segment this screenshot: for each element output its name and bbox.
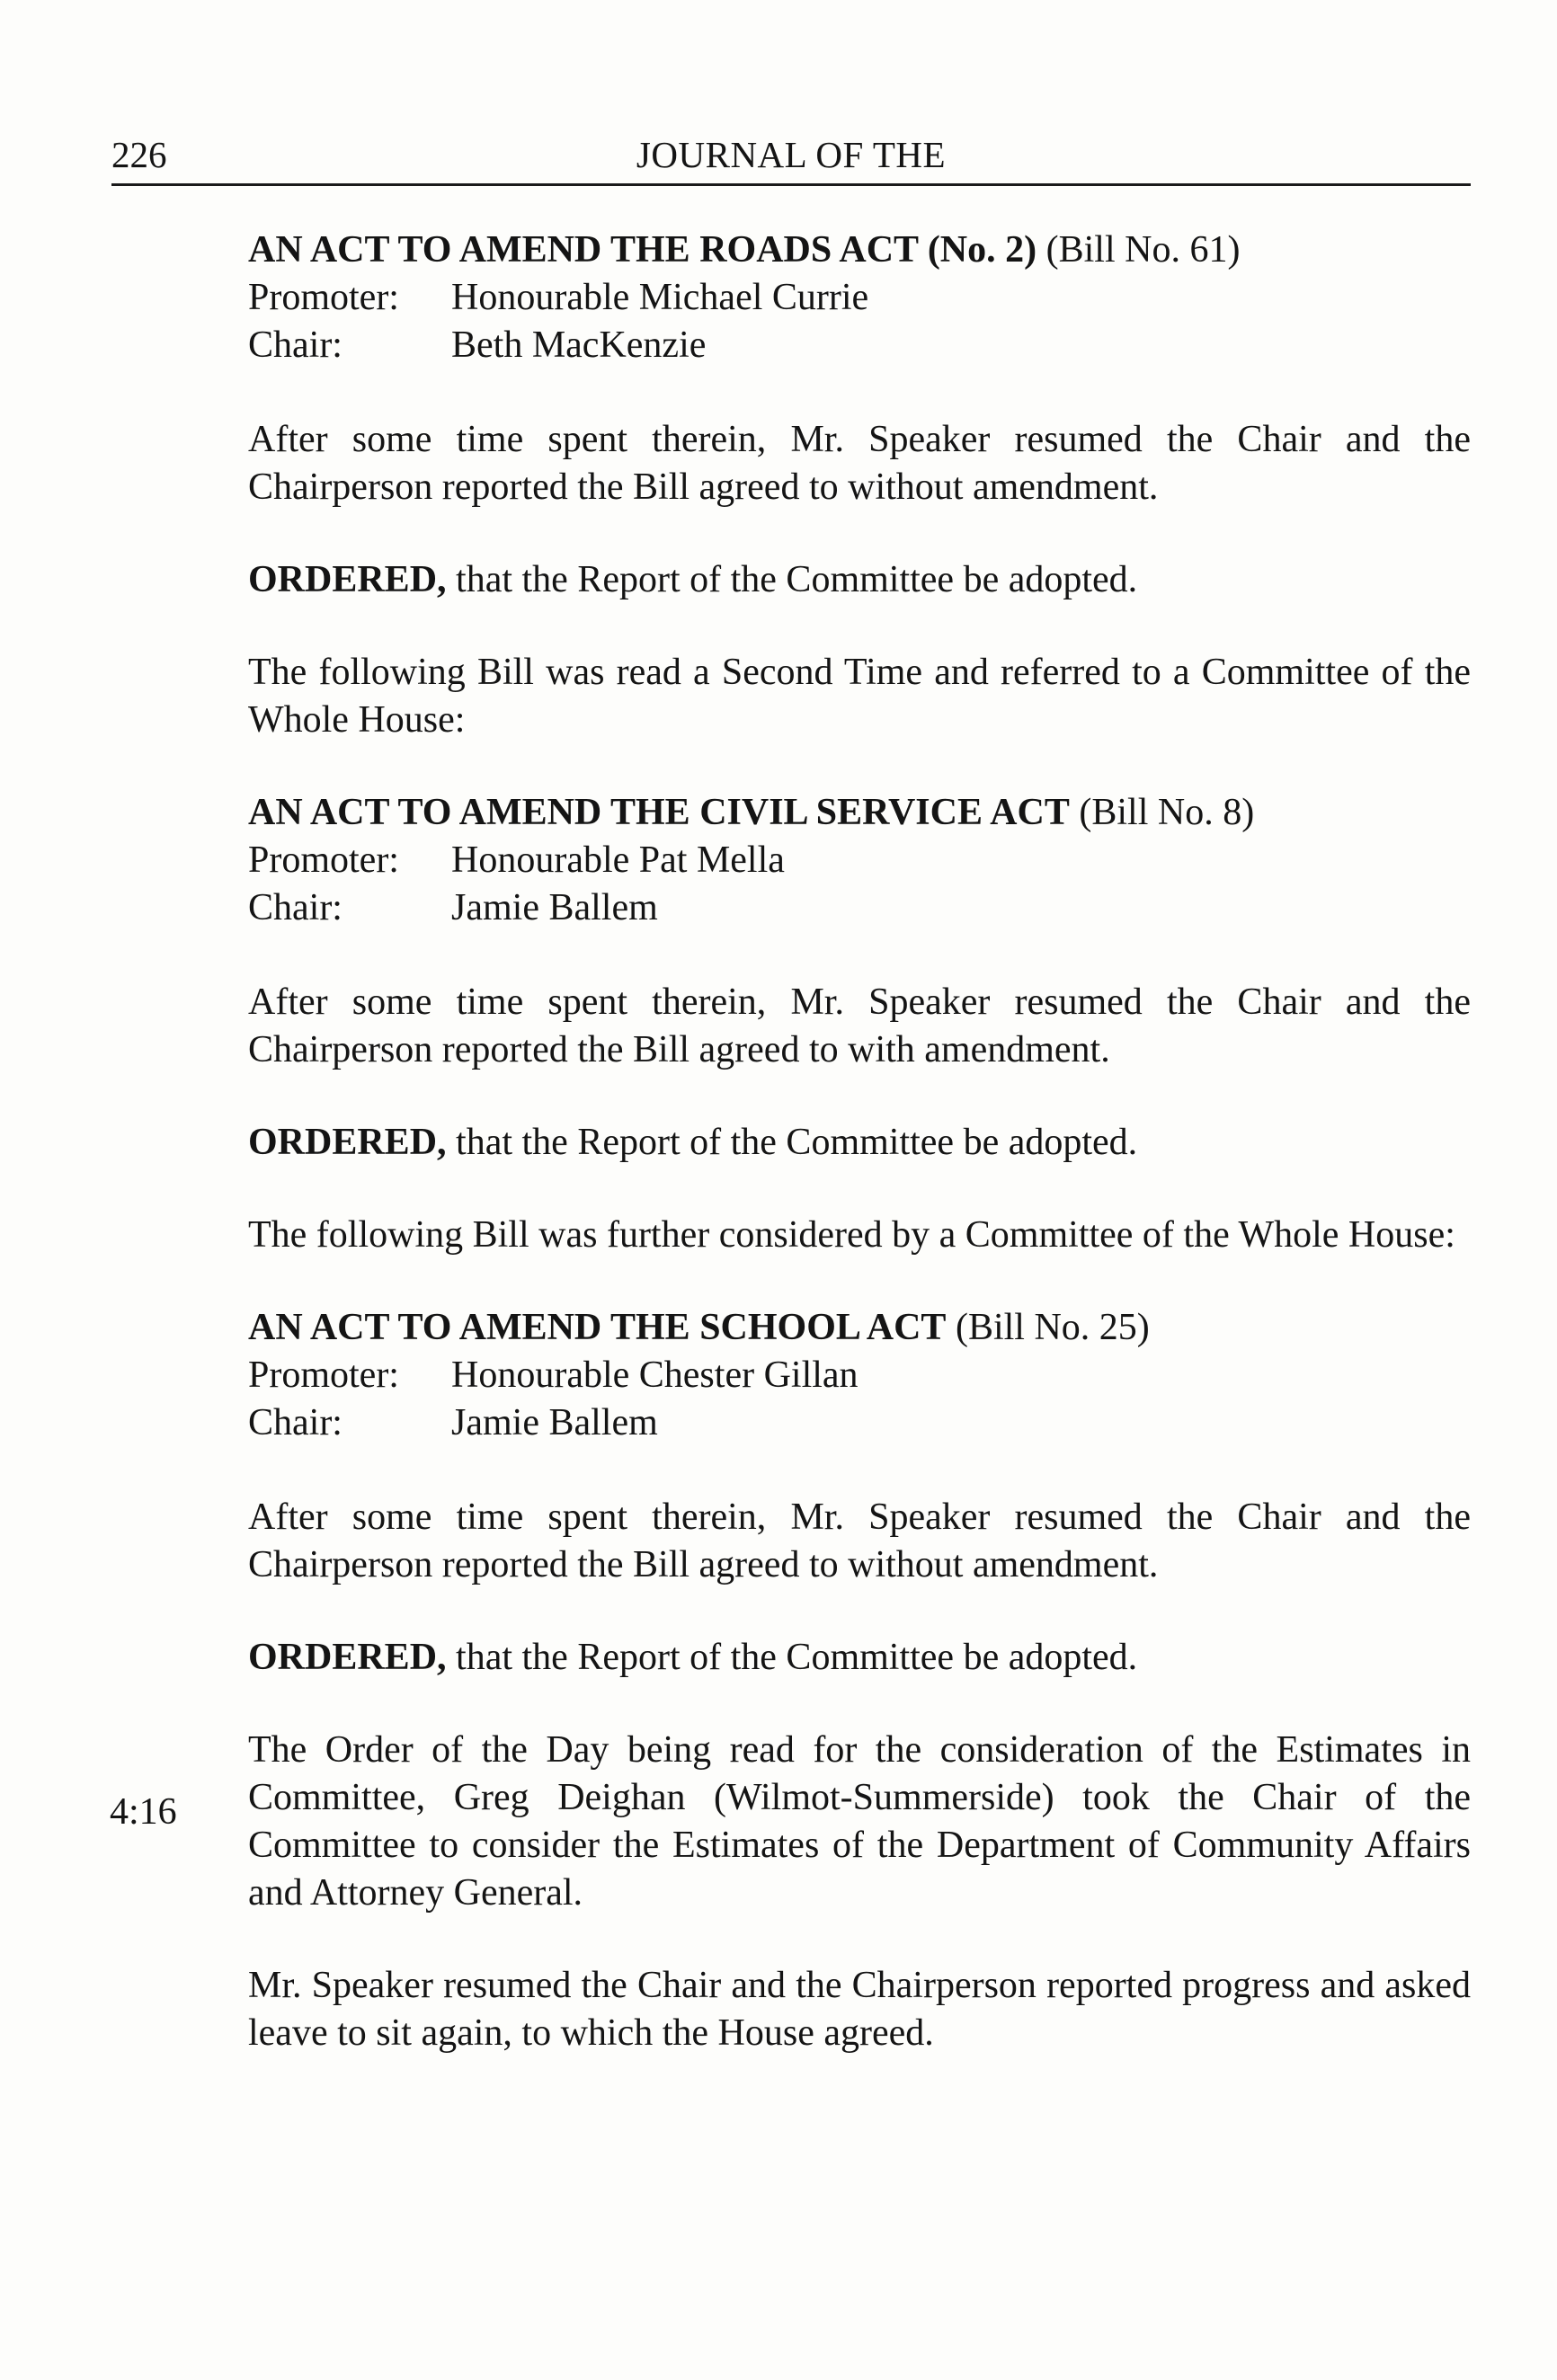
bill-entry [248,789,1471,932]
bill-entry [248,1304,1471,1447]
time-marker: 4:16 [110,1791,177,1833]
promoter-row [248,1352,1471,1399]
page-number: 226 [111,134,167,175]
promoter-label: Promoter: [248,277,399,318]
ordered-label: ORDERED, [248,1122,447,1163]
promoter-name: Honourable Chester Gillan [451,1354,859,1396]
estimates-paragraph: The Order of the Day being read for the consideration of the Estimates in Committee, Greg Deighan (Wilmot-Summerside) took the Chair of the Committee to consider the Estimates of the Department of Community Affairs and Attorney General. [248,1729,1471,1914]
bill-number: (Bill No. 8) [1079,792,1255,833]
bill-title: AN ACT TO AMEND THE CIVIL SERVICE ACT (Bill No. 8) [248,792,1255,833]
promoter-name: Honourable Michael Currie [451,277,869,318]
journal-body [248,226,1471,2057]
chair-name: Jamie Ballem [451,887,658,928]
ordered-paragraph: ORDERED, that the Report of the Committee be adopted. [248,1637,1138,1678]
chair-row [248,884,1471,932]
page-header [111,126,1471,186]
chair-label: Chair: [248,324,343,366]
promoter-row [248,837,1471,884]
intro-paragraph: The following Bill was further considered by a Committee of the Whole House: [248,1214,1455,1256]
promoter-name: Honourable Pat Mella [451,839,785,881]
report-paragraph: After some time spent therein, Mr. Speaker resumed the Chair and the Chairperson reported the Bill agreed to without amendment. [248,419,1471,508]
bill-number: (Bill No. 61) [1045,229,1241,271]
bill-number: (Bill No. 25) [955,1307,1150,1348]
chair-name: Jamie Ballem [451,1402,658,1443]
bill-title: AN ACT TO AMEND THE SCHOOL ACT (Bill No. 25) [248,1307,1150,1348]
chair-label: Chair: [248,1402,343,1443]
promoter-label: Promoter: [248,1354,399,1396]
chair-name: Beth MacKenzie [451,324,707,366]
ordered-label: ORDERED, [248,1637,447,1678]
promoter-row [248,274,1471,322]
running-head: JOURNAL OF THE [636,134,947,175]
intro-paragraph: The following Bill was read a Second Time and referred to a Committee of the Whole House: [248,652,1471,741]
chair-label: Chair: [248,887,343,928]
bill-entry [248,226,1471,369]
closing-paragraph: Mr. Speaker resumed the Chair and the Chairperson reported progress and asked leave to sit again, to which the House agreed. [248,1965,1471,2054]
ordered-paragraph: ORDERED, that the Report of the Committee be adopted. [248,559,1138,600]
ordered-paragraph: ORDERED, that the Report of the Committee be adopted. [248,1122,1138,1163]
chair-row [248,322,1471,369]
promoter-label: Promoter: [248,839,399,881]
chair-row [248,1399,1471,1447]
ordered-label: ORDERED, [248,559,447,600]
report-paragraph: After some time spent therein, Mr. Speaker resumed the Chair and the Chairperson reported the Bill agreed to without amendment. [248,1496,1471,1585]
bill-title: AN ACT TO AMEND THE ROADS ACT (No. 2) (Bill No. 61) [248,229,1241,271]
report-paragraph: After some time spent therein, Mr. Speaker resumed the Chair and the Chairperson reported the Bill agreed to with amendment. [248,981,1471,1070]
